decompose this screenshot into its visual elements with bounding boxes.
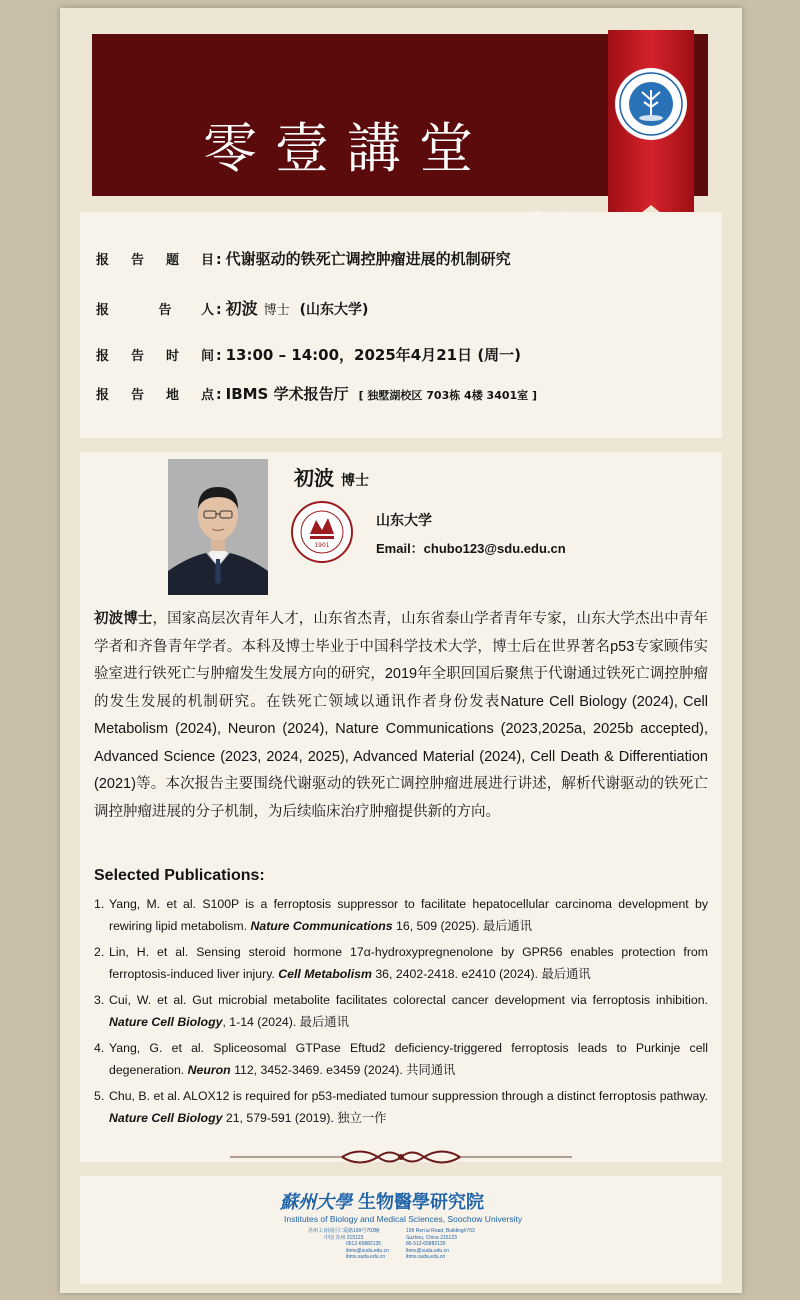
publication-item: 2. Lin, H. et al. Sensing steroid hormone 17α-hydroxypregnenolone by GPR56 enables protection from ferroptosis-induced liver injury. Cell Metabolism 36, 2402-2418. e2410 (2024). 最后通讯 (94, 945, 708, 981)
place-detail: [ 独墅湖校区 703栋 4楼 3401室 ] (358, 389, 538, 402)
speaker-name: 初波 (225, 299, 258, 318)
footer-institute-english: Institutes of Biology and Medical Sciences, Soochow University (284, 1214, 523, 1224)
publication-item: 3. Cui, W. et al. Gut microbial metabolite facilitates colorectal cancer development via ferroptosis inhibition. Nature Cell Biology, 1-14 (2024). 最后通讯 (94, 993, 708, 1029)
publications-title: Selected Publications: (94, 867, 265, 884)
place-label: 报 告 地 点 (96, 388, 214, 403)
speaker-panel (80, 452, 722, 1162)
place-value: IBMS 学术报告厅 (225, 385, 349, 403)
speaker-heading (294, 462, 369, 491)
publication-item: 4. Yang, G. et al. Spliceosomal GTPase Eftud2 deficiency-triggered ferroptosis leads to Purkinje cell degeneration. Neuron 112, 3452-3469. e3459 (2024). 共同通讯 (94, 1041, 708, 1077)
topic-row: 报 告 题 目 : 代谢驱动的铁死亡调控肿瘤进展的机制研究 (96, 250, 511, 268)
speaker-bio (94, 606, 708, 826)
lecture-info-panel (80, 212, 722, 438)
shandong-university-logo-icon (290, 500, 354, 564)
speaker-row: 报 告 人 : 初波 博士 (山东大学) (96, 296, 368, 319)
topic-label: 报 告 题 目 (96, 253, 214, 268)
ribbon-badge (606, 30, 696, 240)
bio-text: ，国家高层次青年人才，山东省杰青，山东省泰山学者青年专家，山东大学杰出中青年学者和齐鲁青年学者。本科及博士毕业于中国科学技术大学，博士后在世界著名p53专家顾伟实验室进行铁死亡与肿瘤发生发展方向的研究，2019年全职回国后聚焦于代谢通过铁死亡调控肿瘤的发生发展的机制研究。在铁死亡领域以通讯作者身份发表Nature Cell Biology (2024), Cell Metabolism (2024), Neuron (2024), Nature Communications (2023,2025a, 2025b accepted), Advanced Science (2023, 2024, 2025), Advanced Material (2024), Cell Death & Differentiation (2021)等。本次报告主要围绕代谢驱动的铁死亡调控肿瘤进展进行讲述，解析代谢驱动的铁死亡调控肿瘤进展的分子机制，为后续临床治疗肿瘤提供新的方向。 (94, 611, 709, 820)
speaker-affiliation: (山东大学) (299, 302, 369, 318)
lecture-series-title: 零壹講堂 (203, 117, 491, 180)
publication-item: 5. Chu, B. et al. ALOX12 is required for p53-mediated tumour suppression through a distinct ferroptosis pathway. Nature Cell Biology 21, 579-591 (2019). 独立一作 (94, 1089, 708, 1125)
time-value: 13:00 – 14:00，2025年4月21日 (周一) (225, 346, 522, 364)
place-row: 报 告 地 点 : IBMS 学术报告厅 [ 独墅湖校区 703栋 4楼 3401室 ] (96, 385, 538, 403)
speaker-email: Email：chubo123@sdu.edu.cn (376, 541, 566, 556)
speaker-university: 山东大学 (376, 513, 432, 529)
time-row: 报 告 时 间 : 13:00 – 14:00，2025年4月21日 (周一) (96, 346, 522, 364)
footer-address-cn: 苏州工业园区仁爱路199号703幢 中国 苏州 215123 0512-65882135 ibms@suda.edu.cn ibms.suda.edu.cn (308, 1228, 389, 1261)
publications-list (94, 894, 708, 1134)
publication-item: 1. Yang, M. et al. S100P is a ferroptosis suppressor to facilitate hepatocellular carcinoma development by rewiring lipid metabolism. Nature Communications 16, 509 (2025). 最后通讯 (94, 897, 708, 933)
institute-logo-icon (615, 68, 687, 140)
footer-panel (80, 1176, 722, 1284)
footer-address-en: 199 Ren'ai Road, Building#703 Suzhou, China 215123 86-512-65882135 ibms@suda.edu.cn ibms.suda.edu.cn (406, 1228, 475, 1261)
speaker-photo (168, 459, 268, 595)
footer-institute-name: 蘇州大學 生物醫學研究院 (280, 1192, 484, 1213)
speaker-title: 博士 (263, 303, 290, 318)
ornament-divider-icon (80, 1140, 722, 1174)
topic-value: 代谢驱动的铁死亡调控肿瘤进展的机制研究 (225, 250, 511, 268)
svg-text:1901: 1901 (314, 542, 330, 549)
speaker-label: 报 告 人 (96, 303, 214, 318)
time-label: 报 告 时 间 (96, 349, 214, 364)
bio-name: 初波博士 (94, 611, 153, 627)
footer-university-script: 蘇州大學 (280, 1192, 352, 1213)
speaker-heading-name: 初波 (294, 466, 334, 490)
speaker-heading-title: 博士 (340, 473, 369, 489)
